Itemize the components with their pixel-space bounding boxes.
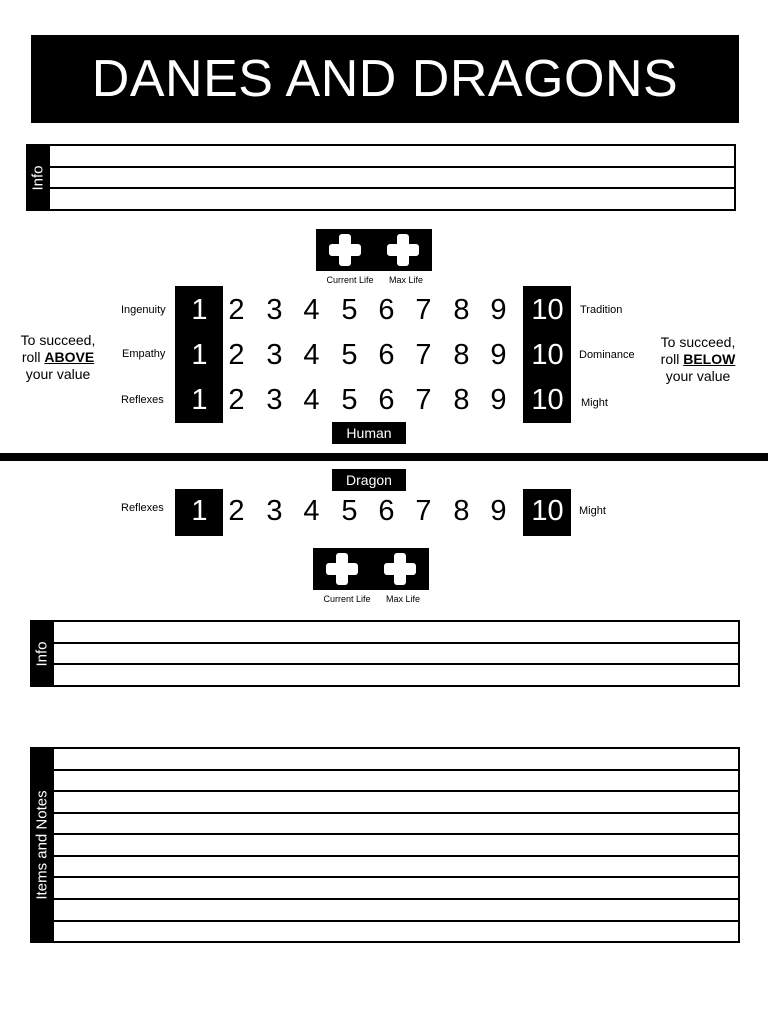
- items-notes-box: [30, 747, 740, 943]
- stat-label-dragon-reflexes: Reflexes: [121, 502, 164, 514]
- empathy-dominance-value-3[interactable]: 3: [266, 339, 283, 371]
- current-life-field[interactable]: [316, 229, 374, 271]
- info-line[interactable]: [50, 187, 734, 209]
- hint-emphasis: ABOVE: [44, 349, 95, 365]
- roll-below-hint: [650, 334, 746, 385]
- dragon-reflexes-might-value-9[interactable]: 9: [490, 495, 507, 527]
- ingenuity-tradition-value-8[interactable]: 8: [453, 294, 470, 326]
- current-life-label: Current Life: [323, 594, 371, 604]
- notes-line[interactable]: [54, 920, 738, 942]
- hint-emphasis: BELOW: [683, 351, 736, 367]
- empathy-dominance-value-10[interactable]: 10: [531, 339, 564, 371]
- stat-label-might: Might: [581, 397, 608, 409]
- hint-line: your value: [25, 366, 91, 382]
- hint-line: [650, 351, 746, 368]
- reflexes-might-value-5[interactable]: 5: [341, 384, 358, 416]
- section-divider: [0, 453, 768, 461]
- empathy-dominance-value-2[interactable]: 2: [228, 339, 245, 371]
- ingenuity-tradition-value-7[interactable]: 7: [415, 294, 432, 326]
- hint-line: [10, 349, 106, 366]
- ingenuity-tradition-value-10[interactable]: 10: [531, 294, 564, 326]
- plus-icon: [329, 234, 361, 266]
- dragon-info-box: [30, 620, 740, 687]
- plus-icon: [384, 553, 416, 585]
- info-line[interactable]: [54, 642, 738, 664]
- reflexes-might-value-8[interactable]: 8: [453, 384, 470, 416]
- hint-line: your value: [665, 368, 731, 384]
- empathy-dominance-value-6[interactable]: 6: [378, 339, 395, 371]
- hint-line: To succeed,: [20, 332, 96, 348]
- dragon-reflexes-might-value-1[interactable]: 1: [191, 495, 208, 527]
- info-tab: [30, 620, 54, 687]
- current-life-field[interactable]: [313, 548, 371, 590]
- dragon-label-text: Dragon: [346, 472, 392, 488]
- dragon-reflexes-might-value-2[interactable]: 2: [228, 495, 245, 527]
- ingenuity-tradition-value-9[interactable]: 9: [490, 294, 507, 326]
- stat-label-ingenuity: Ingenuity: [121, 304, 166, 316]
- max-life-field[interactable]: [374, 229, 432, 271]
- page-title: DANES AND DRAGONS: [91, 50, 679, 108]
- notes-line[interactable]: [54, 855, 738, 877]
- notes-line[interactable]: [54, 749, 738, 769]
- human-section-label: [332, 422, 406, 444]
- plus-icon: [326, 553, 358, 585]
- human-label-text: Human: [346, 425, 392, 441]
- notes-line[interactable]: [54, 790, 738, 812]
- stat-label-reflexes: Reflexes: [121, 394, 164, 406]
- title-banner: [31, 35, 739, 123]
- items-tab-label: Items and Notes: [33, 790, 51, 900]
- reflexes-might-value-1[interactable]: 1: [191, 384, 208, 416]
- max-life-label: Max Life: [385, 594, 420, 604]
- human-life-box: [316, 229, 432, 271]
- empathy-dominance-value-1[interactable]: 1: [191, 339, 208, 371]
- dragon-reflexes-might-value-3[interactable]: 3: [266, 495, 283, 527]
- info-tab-label: Info: [29, 164, 47, 191]
- dragon-reflexes-might-value-10[interactable]: 10: [531, 495, 564, 527]
- empathy-dominance-value-7[interactable]: 7: [415, 339, 432, 371]
- reflexes-might-value-2[interactable]: 2: [228, 384, 245, 416]
- ingenuity-tradition-value-6[interactable]: 6: [378, 294, 395, 326]
- ingenuity-tradition-value-3[interactable]: 3: [266, 294, 283, 326]
- ingenuity-tradition-value-1[interactable]: 1: [191, 294, 208, 326]
- empathy-dominance-value-9[interactable]: 9: [490, 339, 507, 371]
- dragon-life-box: [313, 548, 429, 590]
- info-tab: [26, 144, 50, 211]
- dragon-reflexes-might-value-4[interactable]: 4: [303, 495, 320, 527]
- roll-above-hint: [10, 332, 106, 383]
- stat-label-dragon-might: Might: [579, 505, 606, 517]
- info-tab-label: Info: [33, 640, 51, 667]
- stat-label-empathy: Empathy: [122, 348, 166, 360]
- max-life-label: Max Life: [388, 275, 423, 285]
- notes-line[interactable]: [54, 898, 738, 920]
- dragon-reflexes-might-value-6[interactable]: 6: [378, 495, 395, 527]
- stat-label-tradition: Tradition: [580, 304, 623, 316]
- empathy-dominance-value-5[interactable]: 5: [341, 339, 358, 371]
- ingenuity-tradition-value-2[interactable]: 2: [228, 294, 245, 326]
- notes-line[interactable]: [54, 833, 738, 855]
- notes-line[interactable]: [54, 876, 738, 898]
- reflexes-might-value-10[interactable]: 10: [531, 384, 564, 416]
- dragon-reflexes-might-value-7[interactable]: 7: [415, 495, 432, 527]
- notes-line[interactable]: [54, 812, 738, 834]
- max-life-field[interactable]: [371, 548, 429, 590]
- hint-line: To succeed,: [660, 334, 736, 350]
- items-tab: [30, 747, 54, 943]
- info-line[interactable]: [50, 166, 734, 188]
- empathy-dominance-value-8[interactable]: 8: [453, 339, 470, 371]
- hint-prefix: roll: [21, 349, 45, 365]
- stat-label-dominance: Dominance: [579, 349, 635, 361]
- reflexes-might-value-7[interactable]: 7: [415, 384, 432, 416]
- info-line[interactable]: [54, 663, 738, 685]
- hint-prefix: roll: [660, 351, 684, 367]
- dragon-section-label: [332, 469, 406, 491]
- reflexes-might-value-9[interactable]: 9: [490, 384, 507, 416]
- current-life-label: Current Life: [326, 275, 374, 285]
- ingenuity-tradition-value-4[interactable]: 4: [303, 294, 320, 326]
- ingenuity-tradition-value-5[interactable]: 5: [341, 294, 358, 326]
- reflexes-might-value-4[interactable]: 4: [303, 384, 320, 416]
- notes-line[interactable]: [54, 769, 738, 791]
- human-info-box: [26, 144, 736, 211]
- info-line[interactable]: [54, 622, 738, 642]
- reflexes-might-value-3[interactable]: 3: [266, 384, 283, 416]
- dragon-reflexes-might-value-8[interactable]: 8: [453, 495, 470, 527]
- dragon-reflexes-might-value-5[interactable]: 5: [341, 495, 358, 527]
- info-line[interactable]: [50, 146, 734, 166]
- plus-icon: [387, 234, 419, 266]
- empathy-dominance-value-4[interactable]: 4: [303, 339, 320, 371]
- reflexes-might-value-6[interactable]: 6: [378, 384, 395, 416]
